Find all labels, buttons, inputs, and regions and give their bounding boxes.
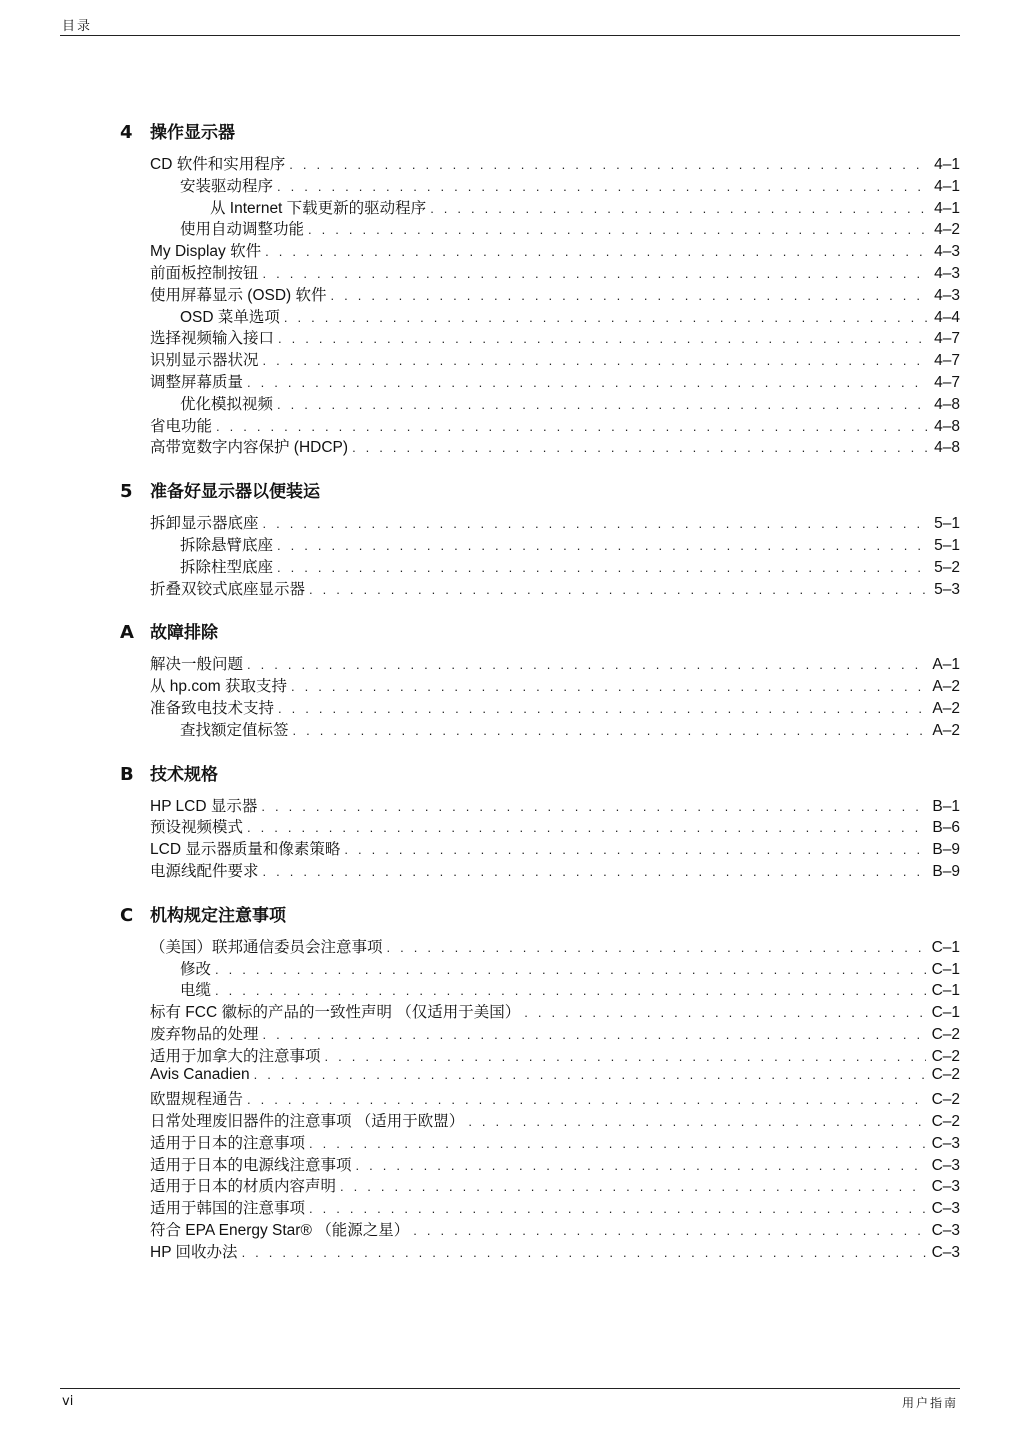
toc-entry[interactable] xyxy=(60,435,960,457)
dot-leader xyxy=(215,983,926,998)
dot-leader xyxy=(331,288,928,303)
toc-entry-page: 4–1 xyxy=(934,156,960,173)
toc-entry[interactable] xyxy=(60,1066,960,1088)
toc-entry[interactable] xyxy=(60,1240,960,1262)
toc-entry-page: 4–1 xyxy=(934,199,960,217)
toc-entry-page: 4–2 xyxy=(934,221,960,239)
dot-leader xyxy=(265,244,928,259)
toc-entry-page: C–3 xyxy=(931,1243,960,1261)
dot-leader xyxy=(277,538,928,553)
dot-leader xyxy=(278,701,926,716)
running-header-title: 目录 xyxy=(62,19,93,34)
toc-entry-page: C–2 xyxy=(931,1047,960,1065)
toc-entry[interactable] xyxy=(60,1109,960,1131)
toc-entry[interactable] xyxy=(60,978,960,1000)
toc-entry-page: C–2 xyxy=(931,1091,960,1109)
toc-entry-page: C–3 xyxy=(931,1134,960,1152)
toc-entry-page: 4–7 xyxy=(934,373,960,391)
dot-leader xyxy=(309,582,928,597)
chapter-title: 操作显示器 xyxy=(150,123,235,143)
toc-entry-title: 拆除柱型底座 xyxy=(180,558,274,576)
toc-entry-page: C–3 xyxy=(931,1200,960,1218)
toc-entry[interactable] xyxy=(60,1044,960,1066)
chapter-heading[interactable] xyxy=(60,618,960,644)
toc-chapter xyxy=(60,477,960,598)
toc-entry-page: 5–1 xyxy=(934,536,960,554)
toc-entry-page: 4–8 xyxy=(934,439,960,457)
chapter-number: 4 xyxy=(120,122,133,143)
toc-entry-page: 4–1 xyxy=(934,177,960,195)
toc-entry-title: CD 软件和实用程序 xyxy=(150,156,286,173)
toc-entry-page: C–1 xyxy=(931,960,960,978)
toc-entry-page: C–2 xyxy=(931,1065,960,1083)
toc-entry[interactable] xyxy=(60,1000,960,1022)
toc-entry-page: 4–4 xyxy=(934,308,960,326)
page-number: vi xyxy=(62,1394,74,1409)
toc-entry-title: 修改 xyxy=(180,960,212,978)
toc-entry-page: 4–8 xyxy=(934,395,960,413)
toc-entry[interactable] xyxy=(60,652,960,674)
toc-entry[interactable] xyxy=(60,718,960,740)
toc-entry[interactable] xyxy=(60,837,960,859)
toc-entry-page: B–6 xyxy=(932,819,960,837)
toc-entry[interactable] xyxy=(60,859,960,881)
dot-leader xyxy=(284,310,928,325)
chapter-title: 技术规格 xyxy=(150,764,218,785)
toc-entry-page: A–1 xyxy=(932,656,960,674)
toc-entry-title: 适用于日本的材质内容声明 xyxy=(150,1178,337,1196)
toc-entry-title: OSD 菜单选项 xyxy=(180,308,280,326)
toc-entry[interactable] xyxy=(60,935,960,957)
chapter-heading[interactable] xyxy=(60,477,960,503)
toc-entry[interactable] xyxy=(60,414,960,436)
toc-entry-page: C–3 xyxy=(931,1222,960,1240)
toc-entry-title: 欧盟规程通告 xyxy=(150,1091,244,1109)
toc-entry-title: 折叠双铰式底座显示器 xyxy=(150,580,306,598)
toc-entry-title: 从 hp.com 获取支持 xyxy=(150,678,287,696)
toc-entry-title: 高带宽数字内容保护 (HDCP) xyxy=(150,439,349,457)
toc-entry-title: 日常处理废旧器件的注意事项 （适用于欧盟） xyxy=(150,1113,465,1131)
toc-chapter xyxy=(60,901,960,1262)
dot-leader xyxy=(215,962,926,977)
toc-entry-title: 拆卸显示器底座 xyxy=(150,515,259,533)
toc-entry-title: 电缆 xyxy=(180,982,212,1000)
toc-entry-page: B–1 xyxy=(932,797,960,815)
toc-entry[interactable] xyxy=(60,794,960,816)
dot-leader xyxy=(291,679,926,694)
dot-leader xyxy=(308,222,928,237)
dot-leader xyxy=(263,353,928,368)
toc-entry-page: 5–3 xyxy=(934,580,960,598)
toc-entry[interactable] xyxy=(60,174,960,196)
dot-leader xyxy=(352,440,928,455)
toc-entry[interactable] xyxy=(60,283,960,305)
dot-leader xyxy=(430,201,928,216)
dot-leader xyxy=(247,820,926,835)
toc-entry-title: 标有 FCC 徽标的产品的一致性声明 （仅适用于美国） xyxy=(150,1004,521,1022)
chapter-heading[interactable] xyxy=(60,118,960,144)
toc-entry[interactable] xyxy=(60,815,960,837)
dot-leader xyxy=(247,657,926,672)
toc-entry-page: C–1 xyxy=(931,982,960,1000)
toc-entry[interactable] xyxy=(60,196,960,218)
dot-leader xyxy=(242,1245,926,1260)
chapter-heading[interactable] xyxy=(60,760,960,786)
toc-entry-title: 预设视频模式 xyxy=(150,819,244,837)
chapter-title: 故障排除 xyxy=(150,623,218,644)
toc-entry[interactable] xyxy=(60,957,960,979)
toc-entry[interactable] xyxy=(60,1196,960,1218)
chapter-number: B xyxy=(120,763,134,785)
toc-entry-page: A–2 xyxy=(932,721,960,739)
toc-entry-page: A–2 xyxy=(932,699,960,717)
toc-entry-title: Avis Canadien xyxy=(150,1065,250,1083)
toc-entry-title: 电源线配件要求 xyxy=(150,862,259,880)
toc-chapter xyxy=(60,760,960,881)
dot-leader xyxy=(524,1005,925,1020)
dot-leader xyxy=(278,331,928,346)
dot-leader xyxy=(261,799,926,814)
toc-entry[interactable] xyxy=(60,511,960,533)
toc-entry-title: 废弃物品的处理 xyxy=(150,1025,259,1043)
dot-leader xyxy=(309,1136,926,1151)
dot-leader xyxy=(413,1223,925,1238)
dot-leader xyxy=(254,1067,926,1082)
dot-leader xyxy=(340,1179,926,1194)
table-of-contents xyxy=(60,118,960,1282)
dot-leader xyxy=(277,397,928,412)
toc-entry-title: 调整屏幕质量 xyxy=(150,373,244,391)
toc-entry-page: B–9 xyxy=(932,841,960,859)
toc-entry-title: 准备致电技术支持 xyxy=(150,699,275,717)
dot-leader xyxy=(216,419,928,434)
footer-divider xyxy=(60,1388,960,1389)
chapter-title: 准备好显示器以便装运 xyxy=(150,482,320,503)
toc-entry-page: 4–3 xyxy=(934,243,960,261)
toc-entry[interactable] xyxy=(60,577,960,599)
toc-entry-title: 安装驱动程序 xyxy=(180,177,274,195)
toc-entry-title: LCD 显示器质量和像素策略 xyxy=(150,841,341,859)
chapter-number: A xyxy=(120,622,134,644)
toc-entry[interactable] xyxy=(60,217,960,239)
toc-entry-title: 解决一般问题 xyxy=(150,656,244,674)
toc-entry-title: 拆除悬臂底座 xyxy=(180,536,274,554)
toc-entry-title: 适用于日本的电源线注意事项 xyxy=(150,1156,352,1174)
toc-entry-title: 适用于韩国的注意事项 xyxy=(150,1200,306,1218)
toc-entry[interactable] xyxy=(60,152,960,174)
dot-leader xyxy=(247,1092,926,1107)
header-divider xyxy=(60,35,960,36)
dot-leader xyxy=(325,1049,926,1064)
toc-entry[interactable] xyxy=(60,533,960,555)
chapter-title: 机构规定注意事项 xyxy=(150,905,286,926)
toc-entry-page: C–2 xyxy=(931,1025,960,1043)
toc-entry-page: 4–3 xyxy=(934,264,960,282)
toc-entry-page: C–3 xyxy=(931,1156,960,1174)
toc-entry[interactable] xyxy=(60,392,960,414)
dot-leader xyxy=(277,179,928,194)
toc-entry[interactable] xyxy=(60,305,960,327)
toc-entry[interactable] xyxy=(60,261,960,283)
toc-entry-title: 优化模拟视频 xyxy=(180,395,274,413)
toc-entry[interactable] xyxy=(60,674,960,696)
dot-leader xyxy=(309,1201,926,1216)
dot-leader xyxy=(263,266,928,281)
toc-entry-title: HP LCD 显示器 xyxy=(150,797,258,815)
toc-entry-title: 适用于日本的注意事项 xyxy=(150,1134,306,1152)
toc-entry-page: A–2 xyxy=(932,678,960,696)
dot-leader xyxy=(468,1114,925,1129)
toc-entry-page: 4–3 xyxy=(934,286,960,304)
toc-entry[interactable] xyxy=(60,348,960,370)
toc-entry-title: （美国）联邦通信委员会注意事项 xyxy=(150,938,383,956)
toc-entry[interactable] xyxy=(60,1022,960,1044)
dot-leader xyxy=(263,864,927,879)
chapter-number: 5 xyxy=(120,481,133,503)
toc-entry[interactable] xyxy=(60,696,960,718)
toc-entry-title: 适用于加拿大的注意事项 xyxy=(150,1047,321,1065)
dot-leader xyxy=(263,516,928,531)
dot-leader xyxy=(293,723,927,738)
toc-entry[interactable] xyxy=(60,555,960,577)
toc-entry-page: 4–7 xyxy=(934,352,960,370)
dot-leader xyxy=(344,842,926,857)
toc-entry-page: C–2 xyxy=(931,1113,960,1131)
toc-entry-page: B–9 xyxy=(932,862,960,880)
toc-entry[interactable] xyxy=(60,1087,960,1109)
toc-entry-page: 5–1 xyxy=(934,515,960,533)
dot-leader xyxy=(289,157,928,172)
toc-entry-page: C–3 xyxy=(931,1178,960,1196)
toc-entry-title: HP 回收办法 xyxy=(150,1243,238,1261)
toc-entry-title: 查找额定值标签 xyxy=(180,721,289,739)
toc-entry-page: 4–7 xyxy=(934,330,960,348)
toc-entry-page: 4–8 xyxy=(934,417,960,435)
toc-entry-title: 前面板控制按钮 xyxy=(150,264,259,282)
toc-entry-title: 符合 EPA Energy Star® （能源之星） xyxy=(150,1222,410,1240)
toc-entry[interactable] xyxy=(60,370,960,392)
footer-doc-title: 用户指南 xyxy=(901,1396,958,1410)
toc-entry[interactable] xyxy=(60,1153,960,1175)
toc-entry[interactable] xyxy=(60,1218,960,1240)
toc-entry-title: 识别显示器状况 xyxy=(150,352,259,370)
toc-entry-title: 从 Internet 下载更新的驱动程序 xyxy=(210,199,427,217)
dot-leader xyxy=(356,1158,926,1173)
chapter-heading[interactable] xyxy=(60,901,960,927)
dot-leader xyxy=(247,375,928,390)
toc-entry-title: 使用屏幕显示 (OSD) 软件 xyxy=(150,286,327,304)
toc-chapter xyxy=(60,118,960,457)
dot-leader xyxy=(277,560,928,575)
chapter-number: C xyxy=(120,904,134,926)
toc-entry-title: My Display 软件 xyxy=(150,243,262,261)
dot-leader xyxy=(387,940,926,955)
toc-entry-title: 使用自动调整功能 xyxy=(180,221,305,239)
toc-entry-page: C–1 xyxy=(931,1004,960,1022)
toc-chapter xyxy=(60,618,960,739)
toc-entry[interactable] xyxy=(60,326,960,348)
toc-entry-title: 省电功能 xyxy=(150,417,213,435)
toc-entry-page: 5–2 xyxy=(934,558,960,576)
dot-leader xyxy=(263,1027,926,1042)
toc-entry[interactable] xyxy=(60,1131,960,1153)
toc-entry-title: 选择视频输入接口 xyxy=(150,330,275,348)
toc-entry[interactable] xyxy=(60,1174,960,1196)
toc-entry-page: C–1 xyxy=(931,938,960,956)
toc-entry[interactable] xyxy=(60,239,960,261)
